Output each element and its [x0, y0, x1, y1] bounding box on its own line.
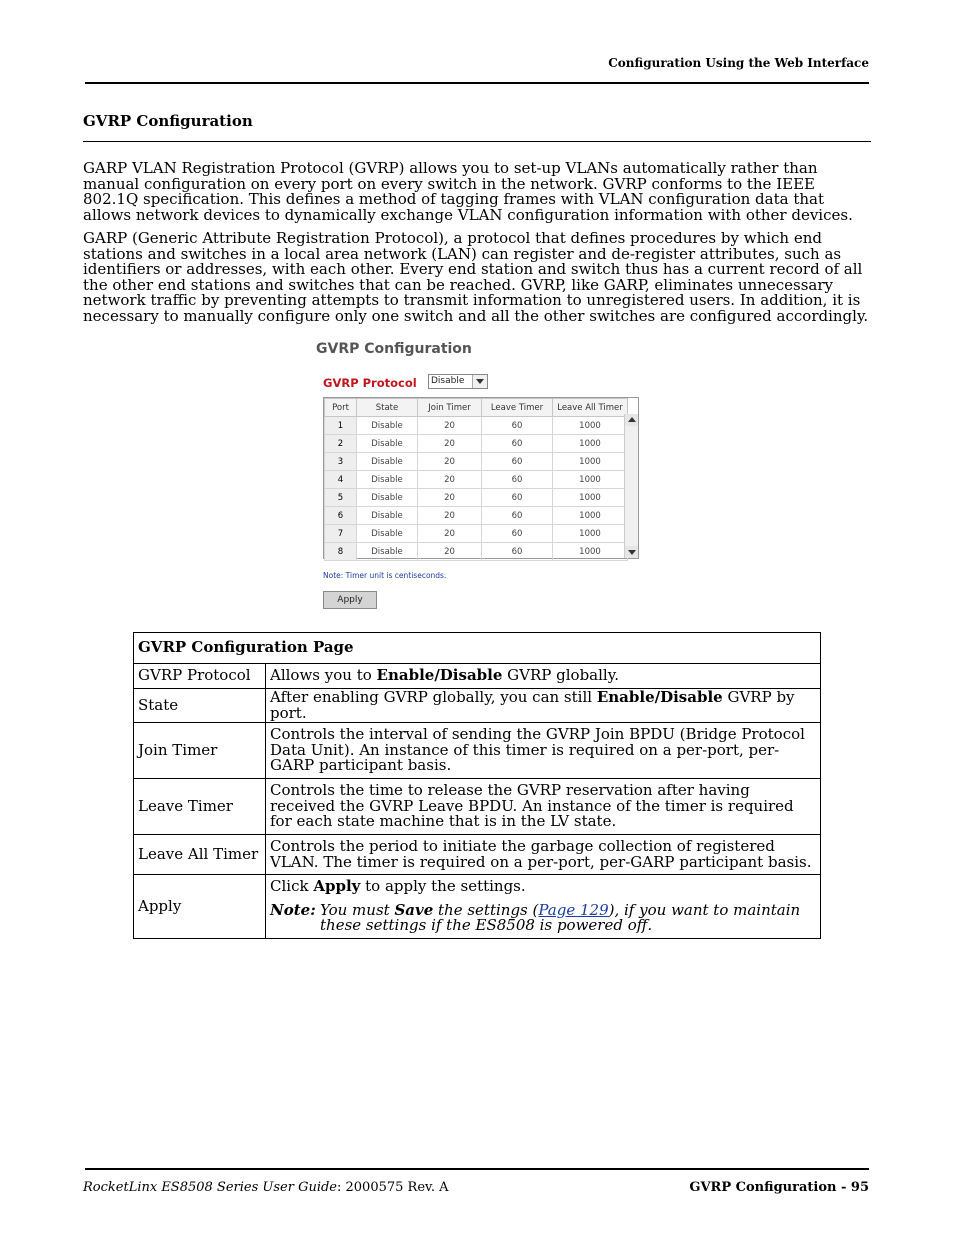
col-leave-all-timer: Leave All Timer [553, 399, 628, 417]
state-cell[interactable]: Disable [357, 435, 418, 453]
row-label: Leave All Timer [134, 835, 266, 875]
leave-timer-cell[interactable]: 60 [482, 507, 553, 525]
leave-timer-cell[interactable]: 60 [482, 489, 553, 507]
join-timer-cell[interactable]: 20 [418, 435, 482, 453]
port-table [324, 398, 628, 561]
table-row [134, 664, 821, 689]
desc-text: to apply the settings. [360, 877, 526, 896]
note-label: Note: [270, 900, 316, 919]
row-description: Controls the interval of sending the GVRP Join BPDU (Bridge Protocol Data Unit). An instance of this timer is required on a per-port, per-GARP participant basis. [266, 723, 821, 779]
footer-guide-title: RocketLinx ES8508 Series User Guide [83, 1180, 337, 1195]
desc-text: Allows you to [270, 666, 377, 685]
scroll-up-icon[interactable] [625, 414, 638, 426]
port-table-header [325, 399, 628, 417]
description-table [133, 632, 821, 939]
row-description: Controls the time to release the GVRP reservation after having received the GVRP Leave BPDU. An instance of the timer is required for each state machine that is in the LV state. [266, 779, 821, 835]
garp-paragraph: GARP (Generic Attribute Registration Protocol), a protocol that defines procedures by which end stations and switches in a local area network (LAN) can register and de-register attributes, such as identifiers or addresses, with each other. Every end station and switch thus has a current record of all the other end stations and switches that can be reached. GVRP, like GARP, eliminates unnecessary network traffic by preventing attempts to transmit information to unregistered users. In addition, it is necessary to manually configure only one switch and all the other switches are configured accordingly. [83, 229, 869, 325]
state-cell[interactable]: Disable [357, 543, 418, 561]
leave-timer-cell[interactable]: 60 [482, 543, 553, 561]
footer-page-number: GVRP Configuration - 95 [689, 1180, 869, 1195]
state-cell[interactable]: Disable [357, 453, 418, 471]
join-timer-cell[interactable]: 20 [418, 417, 482, 435]
table-row [134, 835, 821, 875]
row-label: Join Timer [134, 723, 266, 779]
row-description [266, 875, 821, 939]
port-cell: 1 [325, 417, 357, 435]
footer-guide-info [83, 1180, 448, 1195]
row-label: Apply [134, 875, 266, 939]
table-row[interactable] [325, 507, 628, 525]
row-description [266, 689, 821, 723]
leave-all-timer-cell[interactable]: 1000 [553, 435, 628, 453]
grid-scrollbar[interactable] [624, 414, 638, 558]
join-timer-cell[interactable]: 20 [418, 471, 482, 489]
join-timer-cell[interactable]: 20 [418, 489, 482, 507]
intro-paragraph: GARP VLAN Registration Protocol (GVRP) allows you to set-up VLANs automatically rather than manual configuration on every port on every switch in the network. GVRP conforms to the IEEE 802.1Q specification. This defines a method of tagging frames with VLAN configuration data that allows network devices to dynamically exchange VLAN configuration information with other devices. [83, 159, 853, 224]
timer-unit-note: Note: Timer unit is centiseconds. [323, 571, 447, 580]
table-row[interactable] [325, 543, 628, 561]
table-row[interactable] [325, 417, 628, 435]
port-cell: 6 [325, 507, 357, 525]
state-cell[interactable]: Disable [357, 507, 418, 525]
leave-timer-cell[interactable]: 60 [482, 435, 553, 453]
join-timer-cell[interactable]: 20 [418, 543, 482, 561]
note-text: ), if you want to maintain these settings if the ES8508 is powered off. [320, 900, 801, 935]
port-cell: 8 [325, 543, 357, 561]
footer-doc-number: : 2000575 Rev. A [337, 1180, 449, 1195]
table-row [134, 723, 821, 779]
note-bold: Save [394, 900, 434, 919]
page-link[interactable]: Page 129 [538, 900, 609, 919]
desc-bold: Enable/Disable [376, 666, 503, 685]
save-note [270, 900, 816, 935]
leave-timer-cell[interactable]: 60 [482, 417, 553, 435]
row-label: State [134, 689, 266, 723]
leave-timer-cell[interactable]: 60 [482, 453, 553, 471]
port-cell: 3 [325, 453, 357, 471]
col-leave-timer: Leave Timer [482, 399, 553, 417]
col-state: State [357, 399, 418, 417]
note-text: You must [320, 900, 395, 919]
gvrp-protocol-label: GVRP Protocol [323, 376, 417, 390]
row-description [266, 664, 821, 689]
note-text: the settings ( [433, 900, 539, 919]
gvrp-protocol-value: Disable [431, 376, 465, 386]
leave-all-timer-cell[interactable]: 1000 [553, 417, 628, 435]
leave-timer-cell[interactable]: 60 [482, 525, 553, 543]
table-row[interactable] [325, 489, 628, 507]
scroll-down-icon[interactable] [625, 546, 638, 558]
row-label: GVRP Protocol [134, 664, 266, 689]
table-row[interactable] [325, 435, 628, 453]
apply-button[interactable]: Apply [323, 591, 377, 609]
state-cell[interactable]: Disable [357, 471, 418, 489]
leave-all-timer-cell[interactable]: 1000 [553, 453, 628, 471]
desc-text: GVRP globally. [502, 666, 619, 685]
leave-all-timer-cell[interactable]: 1000 [553, 543, 628, 561]
col-port: Port [325, 399, 357, 417]
port-cell: 5 [325, 489, 357, 507]
state-cell[interactable]: Disable [357, 525, 418, 543]
desc-text: GVRP by port. [270, 688, 795, 722]
table-row[interactable] [325, 525, 628, 543]
row-description: Controls the period to initiate the garbage collection of registered VLAN. The timer is required on a per-port, per-GARP participant basis. [266, 835, 821, 875]
table-row [134, 875, 821, 939]
apply-instruction [270, 879, 816, 895]
state-cell[interactable]: Disable [357, 489, 418, 507]
port-grid [323, 397, 639, 559]
col-join-timer: Join Timer [418, 399, 482, 417]
state-cell[interactable]: Disable [357, 417, 418, 435]
desc-bold: Apply [313, 877, 361, 896]
leave-all-timer-cell[interactable]: 1000 [553, 489, 628, 507]
footer-rule [85, 1168, 869, 1170]
row-label: Leave Timer [134, 779, 266, 835]
port-cell: 2 [325, 435, 357, 453]
leave-all-timer-cell[interactable]: 1000 [553, 507, 628, 525]
desc-bold: Enable/Disable [596, 688, 723, 706]
screenshot-title: GVRP Configuration [316, 341, 472, 357]
table-row [134, 689, 821, 723]
table-row[interactable] [325, 471, 628, 489]
chevron-down-icon[interactable] [472, 375, 487, 388]
note-body [320, 900, 816, 935]
leave-all-timer-cell[interactable]: 1000 [553, 471, 628, 489]
leave-all-timer-cell[interactable]: 1000 [553, 525, 628, 543]
gvrp-protocol-select[interactable] [428, 374, 488, 389]
section-title: GVRP Configuration [83, 112, 253, 130]
section-rule [83, 141, 871, 142]
leave-timer-cell[interactable]: 60 [482, 471, 553, 489]
header-rule [85, 82, 869, 84]
running-header: Configuration Using the Web Interface [608, 56, 869, 70]
port-cell: 4 [325, 471, 357, 489]
port-cell: 7 [325, 525, 357, 543]
description-table-title: GVRP Configuration Page [134, 633, 821, 664]
join-timer-cell[interactable]: 20 [418, 453, 482, 471]
desc-text: After enabling GVRP globally, you can still [270, 688, 597, 706]
join-timer-cell[interactable]: 20 [418, 525, 482, 543]
table-row [134, 779, 821, 835]
desc-text: Click [270, 877, 314, 896]
table-row[interactable] [325, 453, 628, 471]
join-timer-cell[interactable]: 20 [418, 507, 482, 525]
